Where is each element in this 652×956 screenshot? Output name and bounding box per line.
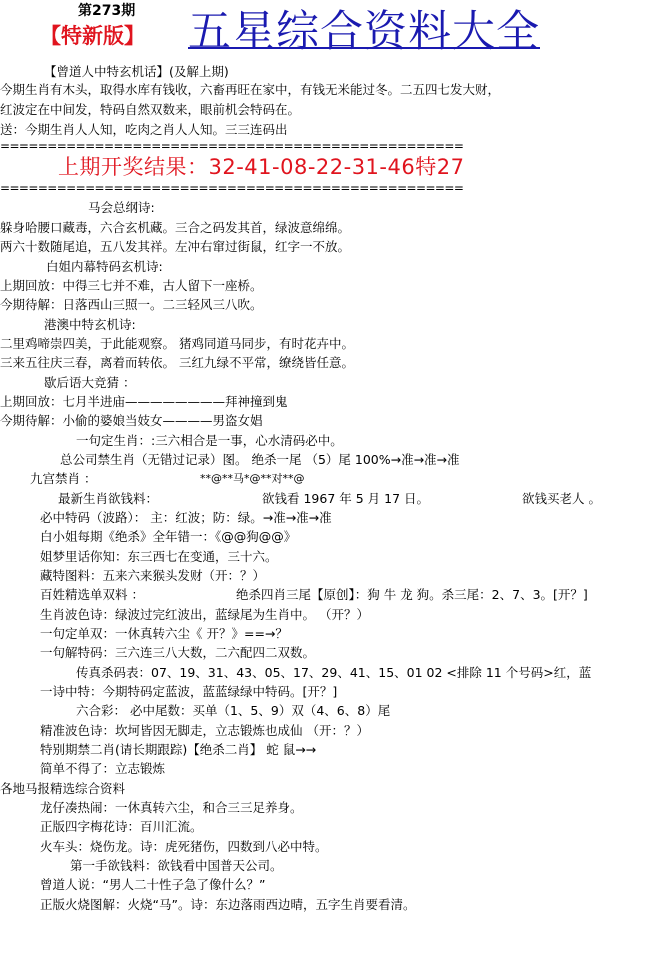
section-heading: 白姐内幕特码玄机诗:	[46, 259, 163, 274]
text-line: 躲身哈腰口藏毒，六合玄机藏。三合之码发其首，绿波意绵绵。	[0, 220, 351, 235]
text-line: 上期回放：七月半进庙————————拜神撞到鬼	[0, 394, 288, 409]
text-line: 最新生肖欲钱料：	[58, 491, 159, 506]
text-line: 藏特图料：五来六来猴头发财（开：？）	[40, 568, 266, 583]
intro-line: 今期生肖有木头，取得水库有钱收，六畜再旺在家中，有钱无米能过冬。二五四七发大财，	[0, 82, 501, 97]
separator-bottom: =================================================	[0, 181, 464, 195]
text-line: 必中特码（波路）： 主：红波；防：绿。→准→准→准	[40, 510, 332, 525]
text-line: 特别期禁二肖(请长期跟踪)【绝杀二肖】 蛇 鼠→→	[40, 742, 317, 757]
text-line: 正版四字梅花诗：百川汇流。	[40, 819, 203, 834]
jiugong-code: **@**马*@**对**@	[200, 472, 305, 485]
text-line: 一句定生肖：:三六相合是一事，心水清码必中。	[76, 433, 343, 448]
text-line: 一句定单双：一休真转六尘《 开？》==→？	[40, 626, 288, 641]
text-line: 传真杀码表：07、19、31、43、05、17、29、41、15、01 02 <排除 11 个号码>红，蓝	[76, 665, 592, 680]
text-line: 简单不得了：立志锻炼	[40, 761, 166, 776]
text-line: 龙仔凑热闹：一休真转六尘，和合三三足养身。	[40, 800, 303, 815]
text-line: 姐梦里话你知：东三西七在变通，三十六。	[40, 549, 278, 564]
text-line: 欲钱买老人 。	[522, 491, 601, 506]
last-draw-result: 上期开奖结果：32-41-08-22-31-46特27	[58, 155, 465, 179]
issue-number: 第273期	[78, 3, 136, 19]
text-line: 一诗中特：今期特码定蓝波，蓝蓝绿绿中特码。[开？]	[40, 684, 338, 699]
text-line: 二里鸡啼崇四美，于此能观察。 猪鸡同道马同步，有时花卉中。	[0, 336, 354, 351]
intro-heading: 【曾道人中特玄机话】(及解上期)	[44, 64, 229, 79]
separator-top: =================================================	[0, 139, 464, 153]
text-line: 六合彩： 必中尾数：买单（1、5、9）双（4、6、8）尾	[76, 703, 391, 718]
text-line: 两六十数随尾追，五八发其祥。左冲右窜过街鼠，红字一不放。	[0, 239, 351, 254]
intro-line: 红波定在中间发，特码自然双数来，眼前机会特码在。	[0, 102, 301, 117]
text-line: 正版火烧图解：火烧“马”。诗：东边落雨西边晴，五字生肖要看清。	[40, 897, 416, 912]
text-line: 九宫禁肖 ：	[30, 471, 97, 486]
text-line: 百姓精选单双料 ：	[40, 587, 144, 602]
text-line: 今期待解：日落西山三照一。二三轻风三八吹。	[0, 297, 263, 312]
text-line: 一句解特码：三六连三八大数，二六配四二双数。	[40, 645, 316, 660]
section-heading: 各地马报精选综合资料	[0, 781, 126, 796]
page-title: 五星综合资料大全	[188, 7, 540, 57]
text-line: 精准波色诗：坎坷皆因无脚走，立志锻炼也成仙 （开：？）	[40, 723, 369, 738]
text-line: 曾道人说：“男人二十性子急了像什么？”	[40, 877, 266, 892]
text-line: 白小姐每期《绝杀》全年错一：《@@狗@@》	[40, 529, 297, 544]
section-heading: 港澳中特玄机诗:	[44, 317, 136, 332]
text-line: 今期待解：小偷的婆娘当妓女————男盗女娼	[0, 413, 263, 428]
text-line: 绝杀四肖三尾【原创】：狗 牛 龙 狗。杀三尾：2、7、3。[开？]	[236, 587, 588, 602]
text-line: 欲钱看 1967 年 5 月 17 日。	[262, 491, 430, 506]
section-heading: 马会总纲诗:	[88, 200, 155, 215]
edition-label: 【特新版】	[40, 24, 145, 48]
text-line: 三来五往庆三春，离着而转依。 三红九绿不平常，缭绕皆任意。	[0, 355, 354, 370]
text-line: 第一手欲钱料：欲钱看中国普天公司。	[70, 858, 283, 873]
text-line: 火车头：烧伤龙。诗：虎死猪伤，四数到八必中特。	[40, 839, 328, 854]
text-line: 上期回放：中得三七并不难，古人留下一座桥。	[0, 278, 263, 293]
text-line: 生肖波色诗：绿波过完红波出，蓝绿尾为生肖中。 （开？）	[40, 607, 369, 622]
intro-line: 送：今期生肖人人知，吃肉之肖人人知。三三连码出	[0, 122, 288, 137]
section-heading: 歇后语大竞猜 ：	[44, 375, 136, 390]
text-line: 总公司禁生肖（无错过记录）图。 绝杀一尾 （5）尾 100%→准→准→准	[60, 452, 460, 467]
